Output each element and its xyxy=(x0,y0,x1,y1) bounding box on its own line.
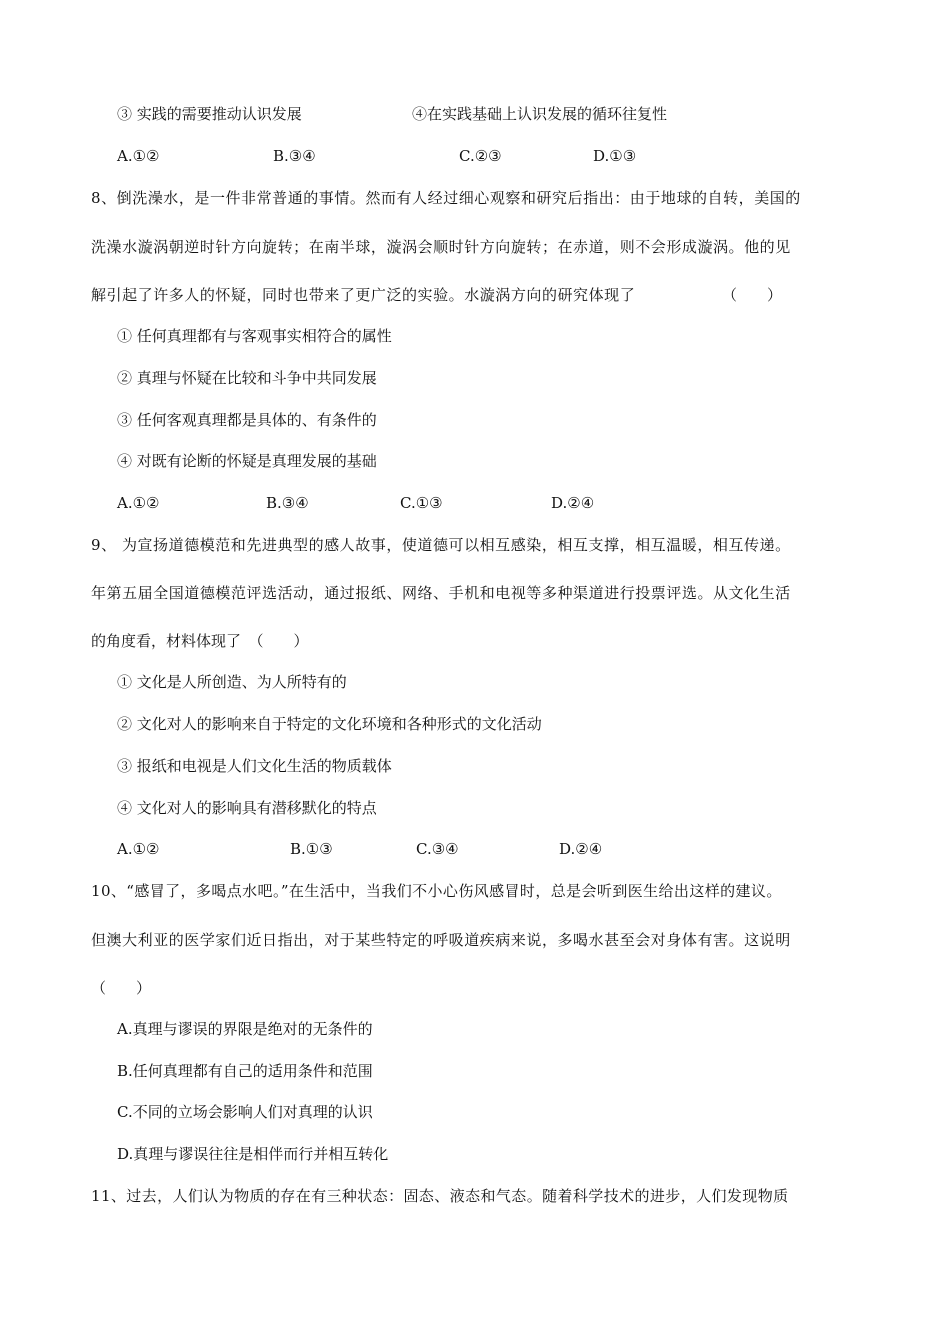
q7-option-d: D.①③ xyxy=(593,147,637,165)
q8-stem-line-2: 洗澡水漩涡朝逆时针方向旋转；在南半球，漩涡会顺时针方向旋转；在赤道，则不会形成漩涡。他的见 xyxy=(91,238,791,256)
q9-option-a: A.①② xyxy=(117,840,160,858)
q8-item-3: ③ 任何客观真理都是具体的、有条件的 xyxy=(117,411,377,429)
q9-stem-line-3: 的角度看，材料体现了 （ ） xyxy=(91,632,309,650)
q7-option-a: A.①② xyxy=(117,147,160,165)
q8-stem-line-1: 8、倒洗澡水，是一件非常普通的事情。然而有人经过细心观察和研究后指出：由于地球的自转，美国的 xyxy=(91,189,801,207)
q10-option-b: B.任何真理都有自己的适用条件和范围 xyxy=(117,1062,373,1080)
q10-stem-line-1: 10、“感冒了，多喝点水吧。”在生活中，当我们不小心伤风感冒时，总是会听到医生给出这样的建议。 xyxy=(91,882,782,900)
q10-option-a: A.真理与谬误的界限是绝对的无条件的 xyxy=(117,1020,373,1038)
q8-item-2: ② 真理与怀疑在比较和斗争中共同发展 xyxy=(117,369,377,387)
q9-item-2: ② 文化对人的影响来自于特定的文化环境和各种形式的文化活动 xyxy=(117,715,542,733)
q9-item-3: ③ 报纸和电视是人们文化生活的物质载体 xyxy=(117,757,392,775)
q8-stem-line-3: 解引起了许多人的怀疑，同时也带来了更广泛的实验。水漩涡方向的研究体现了 xyxy=(91,286,636,304)
q8-item-1: ① 任何真理都有与客观事实相符合的属性 xyxy=(117,327,392,345)
q8-option-c: C.①③ xyxy=(400,494,443,512)
q10-answer-blank: （ ） xyxy=(91,979,152,997)
q9-option-b: B.①③ xyxy=(290,840,333,858)
q8-answer-blank: （ ） xyxy=(722,286,783,304)
q7-item-3: ③ 实践的需要推动认识发展 xyxy=(117,105,302,123)
q9-item-4: ④ 文化对人的影响具有潜移默化的特点 xyxy=(117,799,377,817)
q7-option-b: B.③④ xyxy=(273,147,316,165)
q8-option-b: B.③④ xyxy=(266,494,309,512)
q9-stem-line-1: 9、 为宣扬道德模范和先进典型的感人故事，使道德可以相互感染，相互支撑，相互温暖，相互传递。 xyxy=(91,536,791,554)
q9-option-d: D.②④ xyxy=(559,840,603,858)
q11-stem-line-1: 11、过去，人们认为物质的存在有三种状态：固态、液态和气态。随着科学技术的进步，人们发现物质 xyxy=(91,1187,789,1205)
q8-option-d: D.②④ xyxy=(551,494,595,512)
q9-option-c: C.③④ xyxy=(416,840,459,858)
q9-stem-line-2: 年第五届全国道德模范评选活动，通过报纸、网络、手机和电视等多种渠道进行投票评选。从文化生活 xyxy=(91,584,791,602)
q10-option-c: C.不同的立场会影响人们对真理的认识 xyxy=(117,1103,373,1121)
q8-item-4: ④ 对既有论断的怀疑是真理发展的基础 xyxy=(117,452,377,470)
q8-option-a: A.①② xyxy=(117,494,160,512)
q10-option-d: D.真理与谬误往往是相伴而行并相互转化 xyxy=(117,1145,389,1163)
q7-option-c: C.②③ xyxy=(459,147,502,165)
q10-stem-line-2: 但澳大利亚的医学家们近日指出，对于某些特定的呼吸道疾病来说，多喝水甚至会对身体有害。这说明 xyxy=(91,931,791,949)
q7-item-4: ④在实践基础上认识发展的循环往复性 xyxy=(412,105,668,123)
q9-item-1: ① 文化是人所创造、为人所特有的 xyxy=(117,673,347,691)
